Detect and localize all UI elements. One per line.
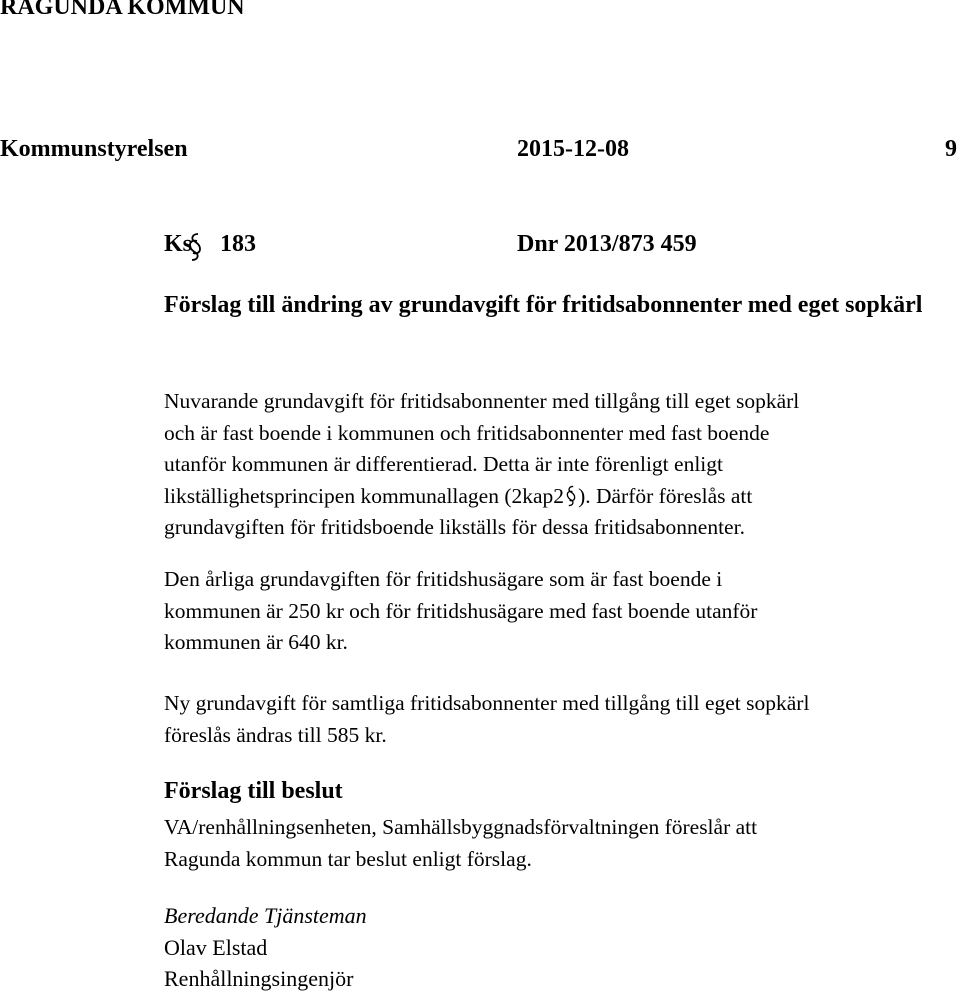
paragraph-line-part: likställighetsprincipen kommunallagen (2kap2 [164, 483, 565, 508]
section-sign-icon [188, 232, 202, 262]
document-title: Förslag till ändring av grundavgift för fritidsabonnenter med eget sopkärl [164, 292, 923, 318]
paragraph-new-fee [164, 688, 954, 751]
signature-name: Olav Elstad [164, 934, 268, 960]
decision-text [164, 812, 954, 875]
organization-name: RAGUNDA KOMMUN [0, 0, 245, 20]
page-number: 9 [945, 136, 957, 162]
case-prefix: Ks [164, 231, 193, 257]
diary-number: Dnr 2013/873 459 [517, 231, 697, 257]
case-number: 183 [220, 231, 256, 257]
paragraph-line: Ny grundavgift för samtliga fritidsabonnenter med tillgång till eget sopkärl [164, 691, 810, 715]
paragraph-line: Nuvarande grundavgift för fritidsabonnenter med tillgång till eget sopkärl [164, 389, 800, 413]
section-sign-icon [565, 485, 577, 507]
paragraph-line: kommunen är 250 kr och för fritidshusägare med fast boende utanför [164, 598, 758, 623]
paragraph-line: VA/renhållningsenheten, Samhällsbyggnadsförvaltningen föreslår att [164, 815, 758, 839]
signature-title: Renhållningsingenjör [164, 966, 354, 991]
paragraph-line: utanför kommunen är differentierad. Detta är inte förenligt enligt [164, 452, 723, 476]
signature-role: Beredande Tjänsteman [164, 903, 367, 928]
paragraph-current-fee [164, 386, 954, 544]
paragraph-line: föreslås ändras till 585 kr. [164, 722, 387, 747]
paragraph-line-with-section [164, 481, 954, 513]
signature-block [164, 900, 367, 995]
paragraph-line: Den årliga grundavgiften för fritidshusägare som är fast boende i [164, 567, 723, 591]
paragraph-line-part: ). Därför föreslås att [578, 483, 753, 508]
committee-name: Kommunstyrelsen [0, 136, 188, 162]
paragraph-annual-fee [164, 564, 954, 659]
meeting-date: 2015-12-08 [517, 136, 629, 162]
paragraph-line: och är fast boende i kommunen och fritidsabonnenter med fast boende [164, 420, 770, 445]
paragraph-line: kommunen är 640 kr. [164, 630, 348, 654]
paragraph-line: Ragunda kommun tar beslut enligt förslag. [164, 846, 532, 871]
paragraph-line: grundavgiften för fritidsboende likställs för dessa fritidsabonnenter. [164, 515, 745, 539]
decision-heading: Förslag till beslut [164, 778, 343, 804]
